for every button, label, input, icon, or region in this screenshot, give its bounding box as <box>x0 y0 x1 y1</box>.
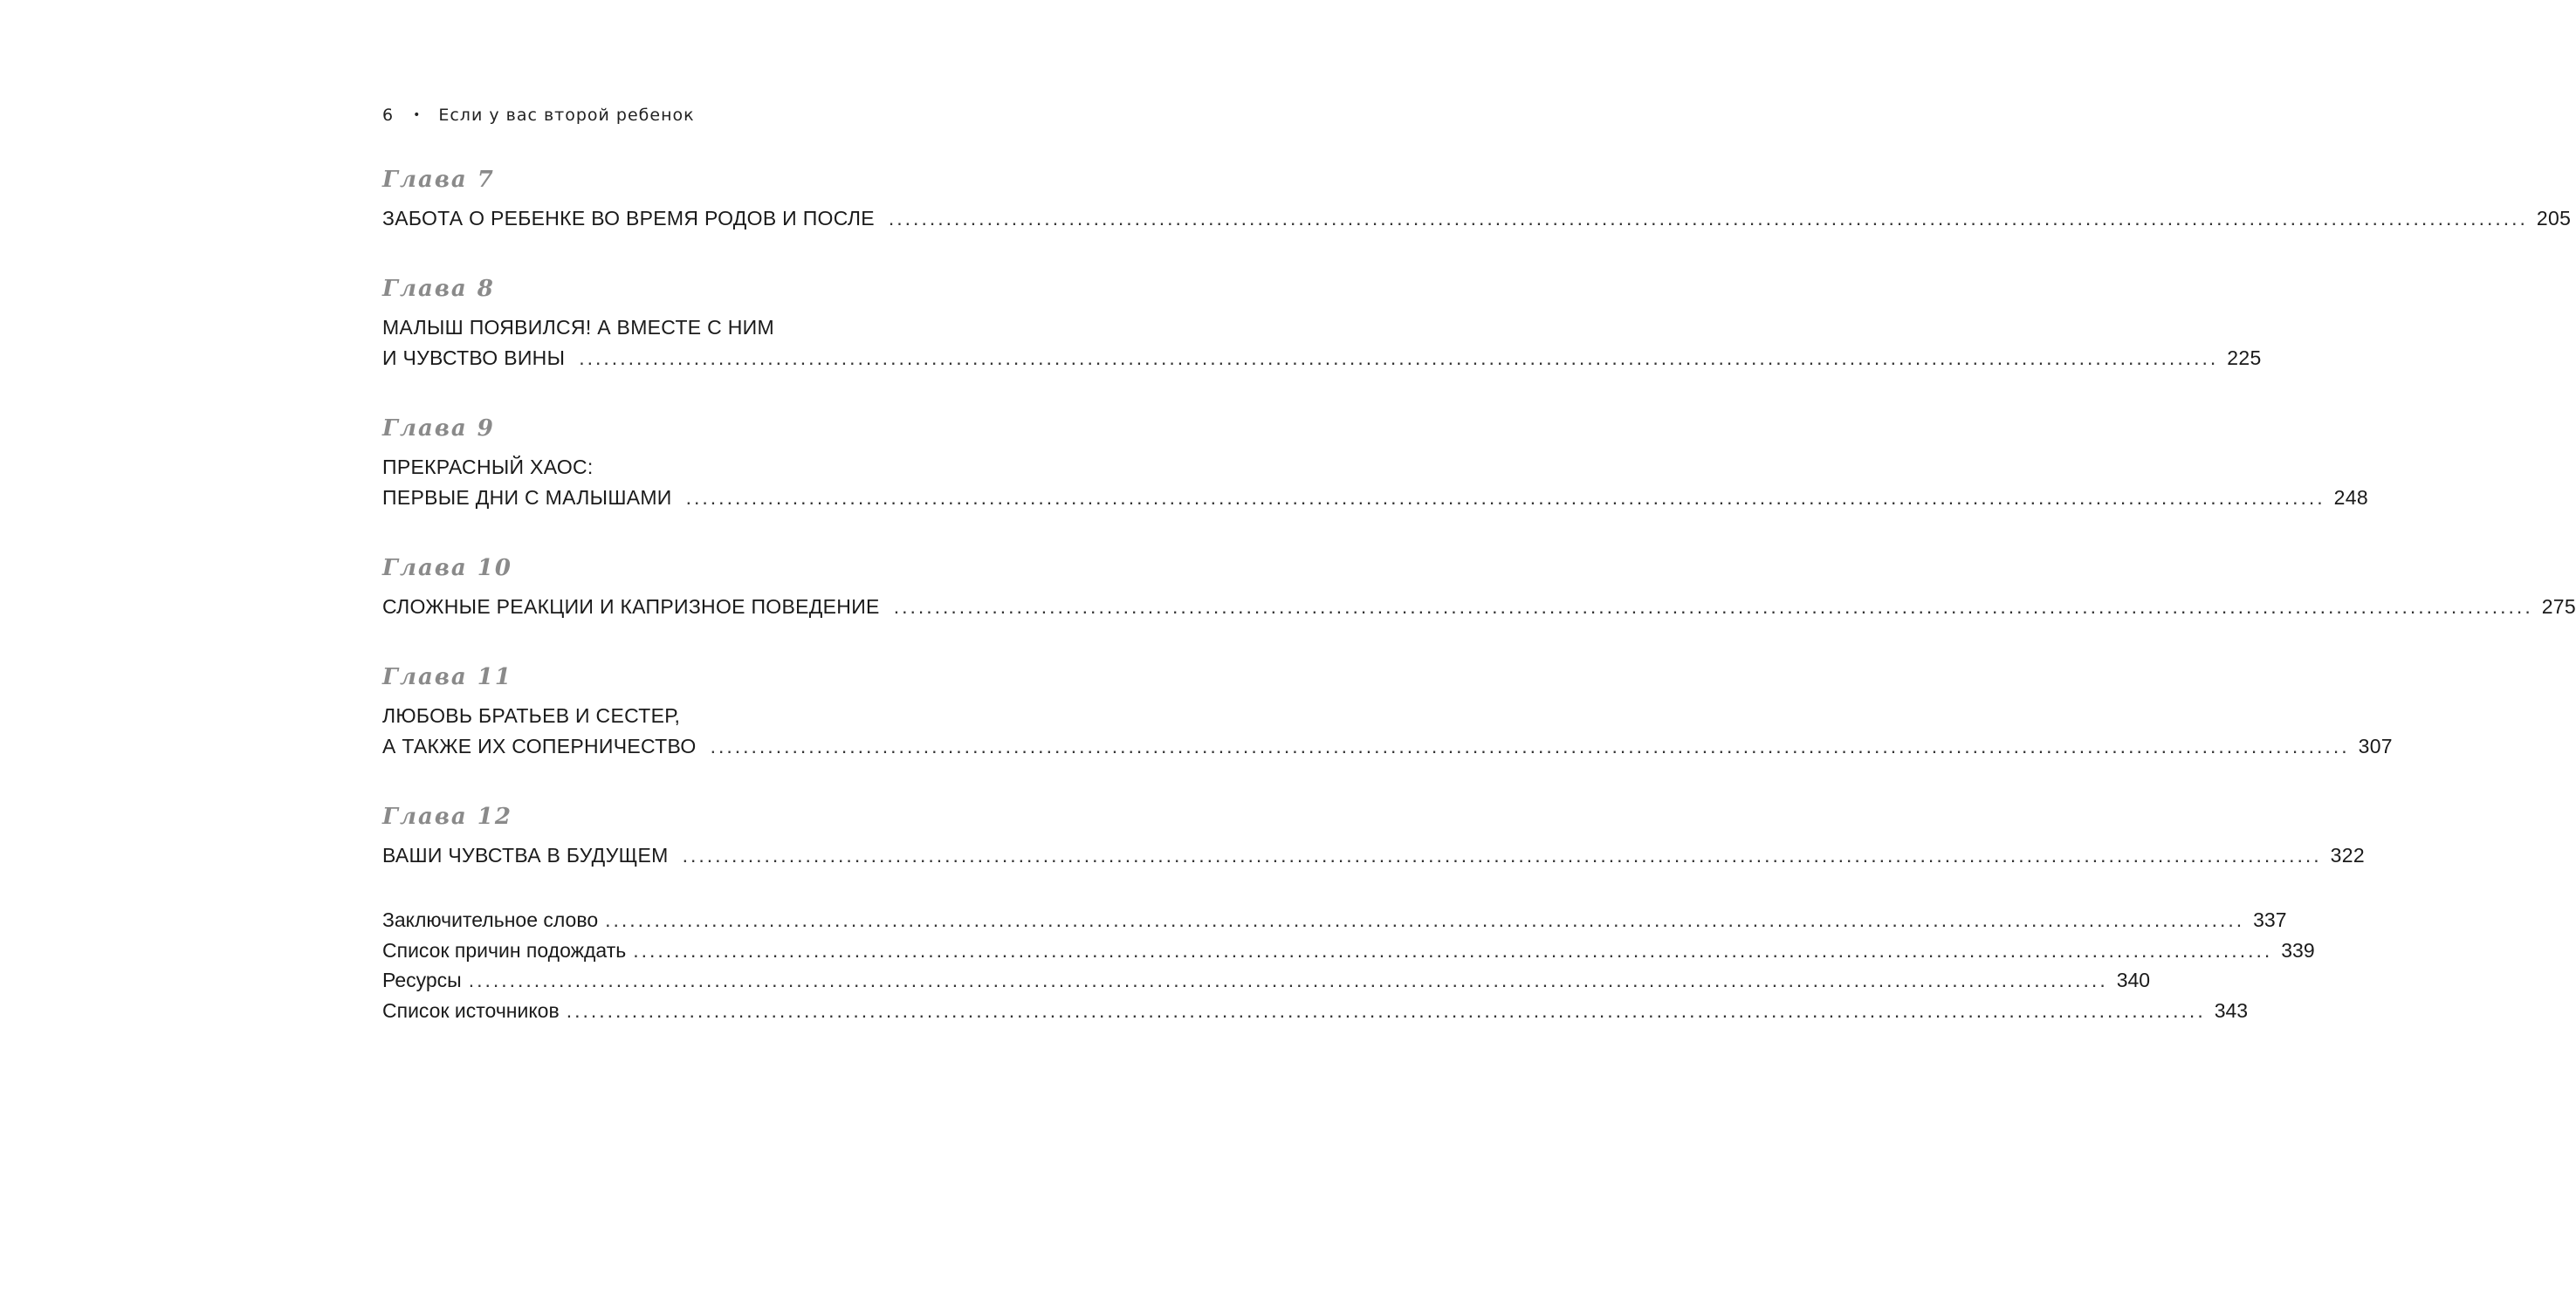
chapter-page-number: 307 <box>2358 735 2393 757</box>
chapter-page-number: 248 <box>2333 486 2368 509</box>
chapter-title: А ТАКЖЕ ИХ СОПЕРНИЧЕСТВО <box>382 735 697 757</box>
chapter-title: И ЧУВСТВО ВИНЫ <box>382 346 566 369</box>
toc-entry-resources[interactable] <box>382 965 2151 996</box>
chapter-title: СЛОЖНЫЕ РЕАКЦИИ И КАПРИЗНОЕ ПОВЕДЕНИЕ <box>382 595 880 618</box>
dot-leader: ........................................................................................................................................................................................................ <box>888 207 2528 230</box>
entry-page-number: 337 <box>2253 908 2287 931</box>
chapter-title: ПЕРВЫЕ ДНИ С МАЛЫШАМИ <box>382 486 672 509</box>
chapter-title: ЗАБОТА О РЕБЕНКЕ ВО ВРЕМЯ РОДОВ И ПОСЛЕ <box>382 207 875 230</box>
dot-leader: ........................................................................................................................................................................................................ <box>468 969 2108 991</box>
entry-title: Заключительное слово <box>382 908 599 931</box>
chapter-page-number: 275 <box>2541 595 2576 618</box>
chapter-label: Глава 8 <box>382 276 495 302</box>
chapter-title-line <box>382 452 995 483</box>
chapter-label: Глава 11 <box>382 664 512 690</box>
chapter-page-number: 225 <box>2227 346 2262 369</box>
toc-chapter-12[interactable] <box>382 801 2365 871</box>
dot-leader: ........................................................................................................................................................................................................ <box>893 595 2533 618</box>
chapter-title-line <box>382 592 2576 622</box>
chapter-label: Глава 7 <box>382 167 495 193</box>
dot-leader: ........................................................................................................................................................................................................ <box>566 998 2206 1022</box>
chapter-title-line <box>382 701 995 731</box>
bullet-separator: • <box>413 108 422 122</box>
dot-leader: ........................................................................................................................................................................................................ <box>633 938 2273 962</box>
dot-leader: ........................................................................................................................................................................................................ <box>682 844 2322 867</box>
entry-title: Ресурсы <box>382 969 462 991</box>
chapter-title-line <box>382 840 2365 871</box>
toc-chapter-8[interactable] <box>382 273 2262 374</box>
chapter-title-line <box>382 312 995 343</box>
chapter-title-line <box>382 343 2262 374</box>
chapter-title: ЛЮБОВЬ БРАТЬЕВ И СЕСТЕР, <box>382 704 681 727</box>
toc-chapter-10[interactable] <box>382 552 2576 622</box>
toc-entry-reasons-to-wait[interactable] <box>382 935 2315 966</box>
book-title: Если у вас второй ребенок <box>438 106 695 125</box>
chapter-page-number: 322 <box>2330 844 2365 867</box>
toc-entry-sources[interactable] <box>382 996 2249 1026</box>
entry-page-number: 339 <box>2281 938 2315 962</box>
toc-chapter-7[interactable] <box>382 164 2572 234</box>
chapter-title: ВАШИ ЧУВСТВА В БУДУЩЕМ <box>382 844 669 867</box>
chapter-title: ПРЕКРАСНЫЙ ХАОС: <box>382 456 594 478</box>
entry-page-number: 343 <box>2214 998 2249 1022</box>
page-number: 6 <box>382 106 395 125</box>
chapter-label: Глава 10 <box>382 555 512 581</box>
entry-title: Список источников <box>382 998 560 1022</box>
entry-page-number: 340 <box>2116 969 2151 991</box>
toc-entry-conclusion[interactable] <box>382 905 2287 935</box>
chapter-page-number: 205 <box>2536 207 2572 230</box>
chapter-label: Глава 9 <box>382 415 495 442</box>
running-head <box>382 104 695 127</box>
chapter-title-line <box>382 731 2393 762</box>
entry-title: Список причин подождать <box>382 938 627 962</box>
toc-chapter-11[interactable] <box>382 661 2393 762</box>
back-matter-list <box>382 905 2315 1025</box>
dot-leader: ........................................................................................................................................................................................................ <box>579 346 2219 369</box>
chapter-label: Глава 12 <box>382 804 512 830</box>
chapter-title: МАЛЫШ ПОЯВИЛСЯ! А ВМЕСТЕ С НИМ <box>382 316 774 339</box>
chapter-title-line <box>382 483 2368 513</box>
dot-leader: ........................................................................................................................................................................................................ <box>685 486 2325 509</box>
dot-leader: ........................................................................................................................................................................................................ <box>710 735 2350 757</box>
toc-chapter-9[interactable] <box>382 413 2368 513</box>
chapter-title-line <box>382 203 2572 234</box>
dot-leader: ........................................................................................................................................................................................................ <box>605 908 2245 931</box>
